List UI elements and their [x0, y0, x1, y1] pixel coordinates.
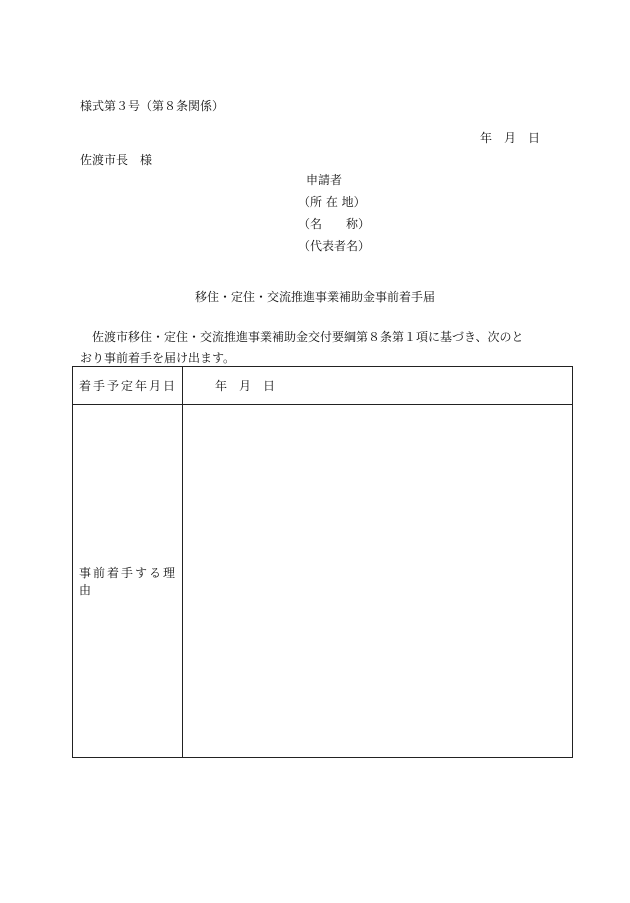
form-table	[72, 366, 573, 758]
table-row	[73, 405, 573, 758]
form-number: 様式第３号（第８条関係）	[80, 99, 225, 113]
reason-label: 事前着手する理由	[73, 405, 183, 758]
document-title: 移住・定住・交流推進事業補助金事前着手届	[194, 290, 435, 304]
table-row	[73, 367, 573, 405]
recipient: 佐渡市長 様	[80, 153, 153, 167]
reason-field[interactable]	[183, 405, 573, 758]
applicant-address: （所 在 地）	[298, 195, 366, 209]
planned-start-date-field[interactable]: 年 月 日	[183, 367, 573, 405]
body-text: 佐渡市移住・定住・交流推進事業補助金交付要綱第８条第１項に基づき、次のとおり事前着手を届け出ます。	[80, 330, 524, 365]
submission-date: 年 月 日	[479, 131, 540, 145]
applicant-label: 申請者	[306, 173, 343, 187]
applicant-name: （名 称）	[298, 217, 371, 231]
applicant-representative: （代表者名）	[298, 239, 371, 253]
body-paragraph	[80, 327, 535, 369]
applicant-block	[298, 174, 370, 262]
planned-start-date-label: 着手予定年月日	[73, 367, 183, 405]
